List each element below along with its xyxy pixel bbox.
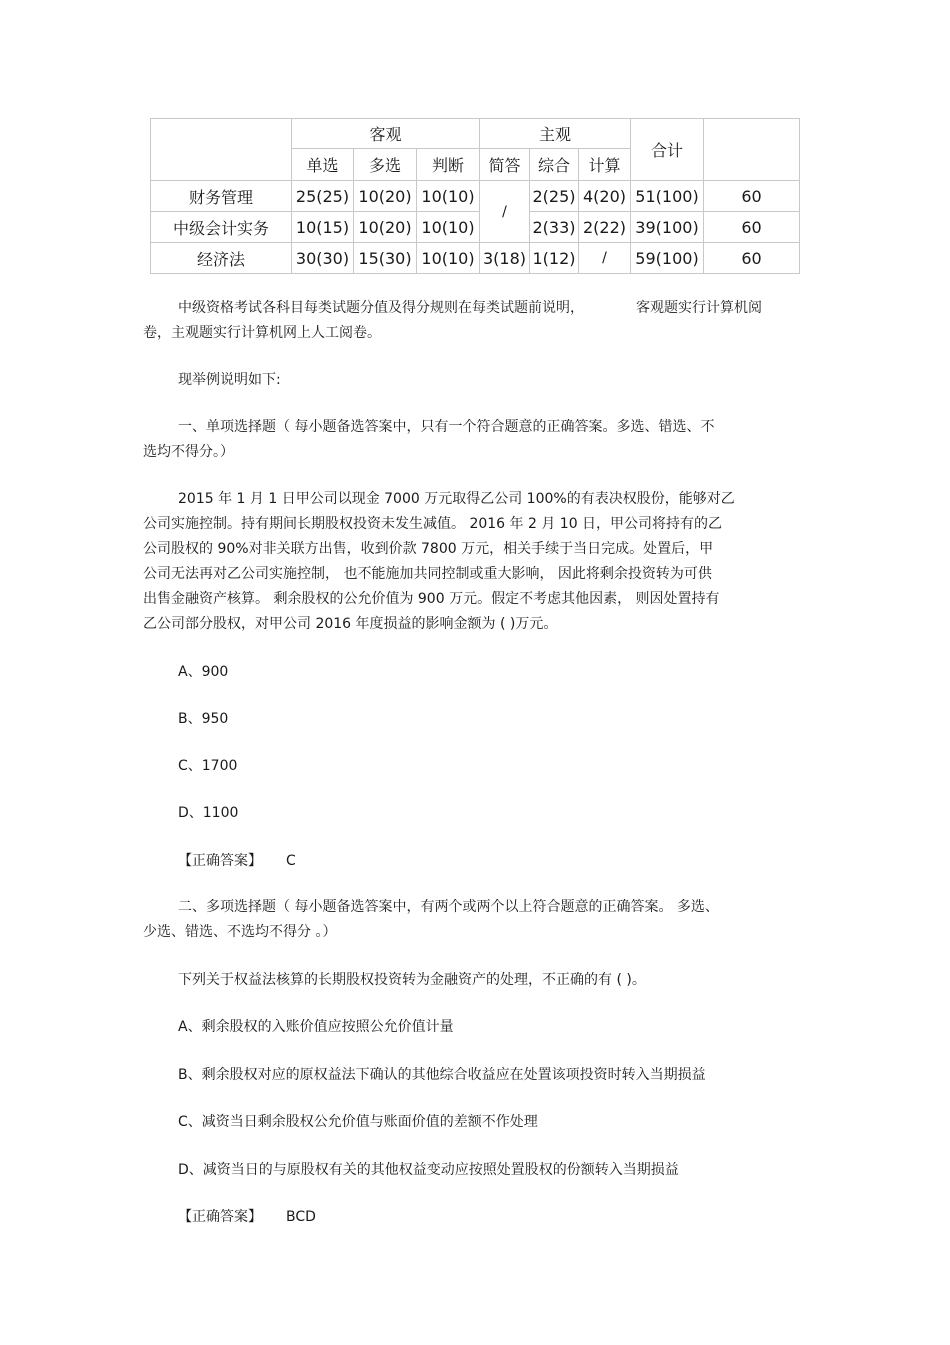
comprehensive-cell: 2(33) <box>530 212 579 243</box>
single-cell: 25(25) <box>292 181 354 212</box>
section1-option-c: C、1700 <box>178 758 238 774</box>
header-total: 合计 <box>631 119 704 181</box>
pass-cell: 60 <box>704 243 800 274</box>
intro-line-1 <box>143 296 808 321</box>
total-cell: 39(100) <box>631 212 704 243</box>
section1-option-a: A、900 <box>178 664 229 680</box>
pass-cell: 60 <box>704 181 800 212</box>
calc-cell: 4(20) <box>579 181 631 212</box>
section1-option-b: B、950 <box>178 711 229 727</box>
section2-option-c: C、减资当日剩余股权公允价值与账面价值的差额不作处理 <box>178 1114 538 1130</box>
section1-answer <box>178 851 296 871</box>
subject-cell: 中级会计实务 <box>151 212 292 243</box>
section2-option-d: D、减资当日的与原股权有关的其他权益变动应按照处置股权的份额转入当期损益 <box>178 1162 679 1178</box>
judge-cell: 10(10) <box>417 181 480 212</box>
section1-question <box>143 487 808 637</box>
section2-question: 下列关于权益法核算的长期股权投资转为金融资产的处理，不正确的有 ( )。 <box>178 972 646 988</box>
score-table <box>150 118 800 274</box>
single-cell: 10(15) <box>292 212 354 243</box>
total-cell: 59(100) <box>631 243 704 274</box>
question-line: 公司股权的 90%对非关联方出售，收到价款 7800 万元，相关手续于当日完成。处置后，甲 <box>143 541 714 557</box>
intro-line-2: 卷，主观题实行计算机网上人工阅卷。 <box>143 325 381 341</box>
calc-cell: / <box>579 243 631 274</box>
question-line: 公司实施控制。持有期间长期股权投资未发生减值。 2016 年 2 月 10 日，甲公司将持有的乙 <box>143 516 723 532</box>
question-line: 2015 年 1 月 1 日甲公司以现金 7000 万元取得乙公司 100%的有表决权股份，能够对乙 <box>178 491 735 507</box>
answer-value: C <box>286 853 296 869</box>
short-cell: 3(18) <box>480 243 530 274</box>
comprehensive-cell: 1(12) <box>530 243 579 274</box>
header-pass-empty <box>704 119 800 181</box>
table-corner-cell <box>151 119 292 181</box>
comprehensive-cell: 2(25) <box>530 181 579 212</box>
short-cell: / <box>480 181 530 243</box>
multi-cell: 15(30) <box>354 243 417 274</box>
total-cell: 51(100) <box>631 181 704 212</box>
section2-option-a: A、剩余股权的入账价值应按照公允价值计量 <box>178 1019 454 1035</box>
section2-heading <box>143 895 808 945</box>
intro-line-1a: 中级资格考试各科目每类试题分值及得分规则在每类试题前说明， <box>178 300 584 316</box>
question-line: 出售金融资产核算。 剩余股权的公允价值为 900 万元。假定不考虑其他因素， 则因处置持有 <box>143 591 720 607</box>
header-comprehensive: 综合 <box>530 149 579 181</box>
subject-cell: 经济法 <box>151 243 292 274</box>
subject-cell: 财务管理 <box>151 181 292 212</box>
pass-cell: 60 <box>704 212 800 243</box>
section1-heading-line-2: 选均不得分。） <box>143 444 234 460</box>
example-intro: 现举例说明如下: <box>178 372 281 388</box>
header-subjective: 主观 <box>480 119 631 149</box>
section1-heading <box>143 415 808 465</box>
intro-paragraph <box>143 296 808 346</box>
judge-cell: 10(10) <box>417 243 480 274</box>
judge-cell: 10(10) <box>417 212 480 243</box>
header-judgement: 判断 <box>417 149 480 181</box>
section2-option-b: B、剩余股权对应的原权益法下确认的其他综合收益应在处置该项投资时转入当期损益 <box>178 1067 706 1083</box>
header-short-answer: 简答 <box>480 149 530 181</box>
single-cell: 30(30) <box>292 243 354 274</box>
section1-heading-line-1: 一、单项选择题（ 每小题备选答案中，只有一个符合题意的正确答案。多选、错选、不 <box>178 419 715 435</box>
section2-answer <box>178 1207 316 1227</box>
header-multi-choice: 多选 <box>354 149 417 181</box>
calc-cell: 2(22) <box>579 212 631 243</box>
question-line: 公司无法再对乙公司实施控制， 也不能施加共同控制或重大影响， 因此将剩余投资转为可供 <box>143 566 712 582</box>
section2-heading-line-2: 少选、错选、不选均不得分 。） <box>143 924 337 940</box>
multi-cell: 10(20) <box>354 212 417 243</box>
table-row <box>151 243 800 274</box>
multi-cell: 10(20) <box>354 181 417 212</box>
header-objective: 客观 <box>292 119 480 149</box>
answer-label: 【正确答案】 <box>178 853 262 869</box>
table-row <box>151 181 800 212</box>
section2-heading-line-1: 二、多项选择题（ 每小题备选答案中，有两个或两个以上符合题意的正确答案。 多选、 <box>178 899 719 915</box>
answer-label: 【正确答案】 <box>178 1209 262 1225</box>
intro-line-1b: 客观题实行计算机阅 <box>636 300 762 316</box>
section1-option-d: D、1100 <box>178 805 239 821</box>
answer-value: BCD <box>286 1209 316 1225</box>
header-calculation: 计算 <box>579 149 631 181</box>
table-row <box>151 212 800 243</box>
header-single-choice: 单选 <box>292 149 354 181</box>
question-line: 乙公司部分股权，对甲公司 2016 年度损益的影响金额为 ( )万元。 <box>143 616 558 632</box>
